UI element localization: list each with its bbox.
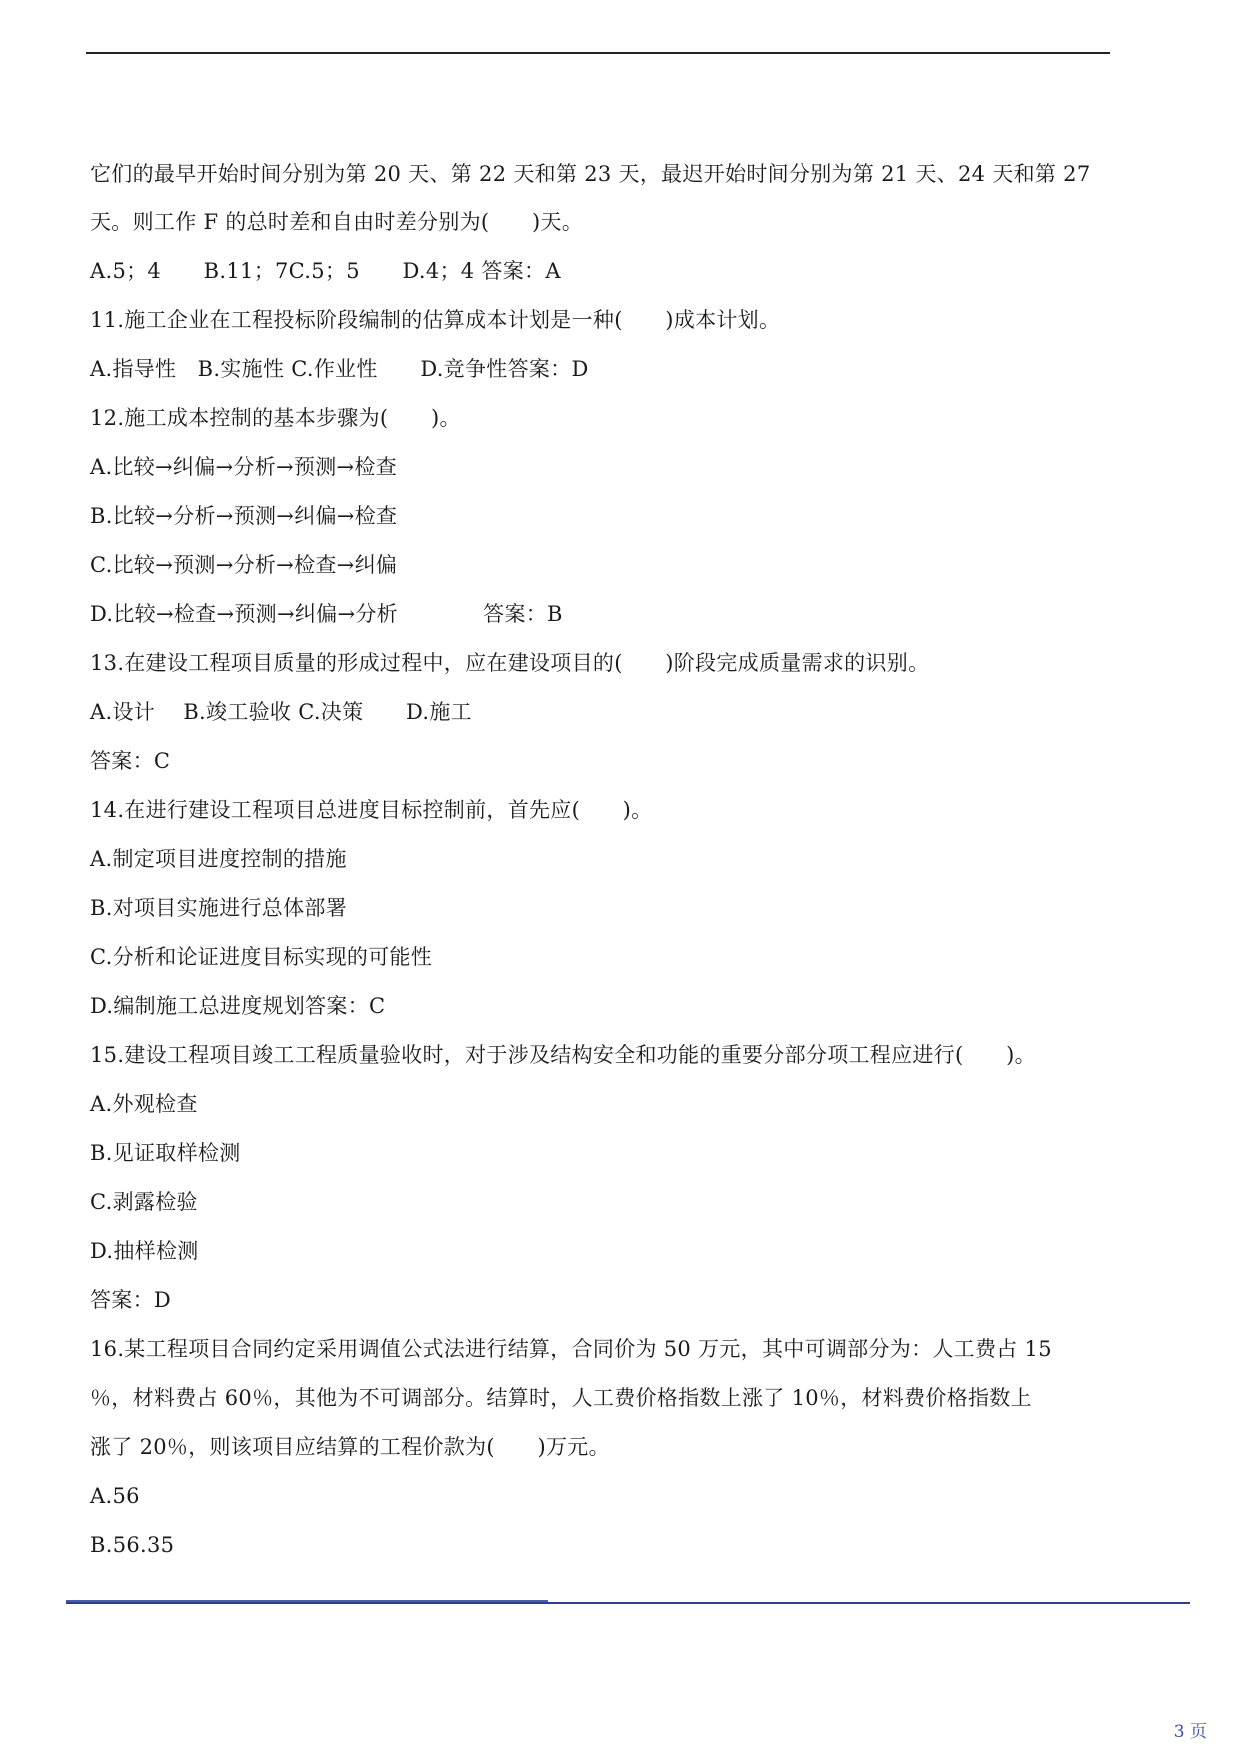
text-line: 16.某工程项目合同约定采用调值公式法进行结算，合同价为 50 万元，其中可调部分为：人工费占 15 [90, 1337, 1052, 1361]
text-line: 13.在建设工程项目质量的形成过程中，应在建设项目的( )阶段完成质量需求的识别。 [90, 651, 930, 675]
text-line: B.56.35 [90, 1533, 175, 1557]
page-number: 3 页 [1173, 1722, 1207, 1742]
text-line: 14.在进行建设工程项目总进度目标控制前，首先应( )。 [90, 798, 653, 822]
text-line: B.见证取样检测 [90, 1141, 241, 1165]
footer-rule [66, 1602, 1190, 1604]
text-line: 12.施工成本控制的基本步骤为( )。 [90, 406, 461, 430]
text-line: 答案：C [90, 749, 171, 773]
text-line: C.剥露检验 [90, 1190, 198, 1214]
text-line: 答案：D [90, 1288, 172, 1312]
text-line: A.外观检查 [90, 1092, 198, 1116]
text-line: 11.施工企业在工程投标阶段编制的估算成本计划是一种( )成本计划。 [90, 308, 781, 332]
text-line: A.比较→纠偏→分析→预测→检查 [90, 455, 398, 479]
text-line: D.比较→检查→预测→纠偏→分析 答案：B [90, 602, 563, 626]
text-line: A.制定项目进度控制的措施 [90, 847, 347, 871]
text-line: C.分析和论证进度目标实现的可能性 [90, 945, 433, 969]
text-line: B.比较→分析→预测→纠偏→检查 [90, 504, 398, 528]
text-line: 15.建设工程项目竣工工程质量验收时，对于涉及结构安全和功能的重要分部分项工程应进行( )。 [90, 1043, 1036, 1067]
text-line: A.5；4 B.11；7C.5；5 D.4；4 答案：A [90, 259, 561, 283]
text-line: A.指导性 B.实施性 C.作业性 D.竞争性答案：D [90, 357, 589, 381]
text-line: D.编制施工总进度规划答案：C [90, 994, 386, 1018]
text-line: 它们的最早开始时间分别为第 20 天、第 22 天和第 23 天，最迟开始时间分别为第 21 天、24 天和第 27 [90, 162, 1091, 186]
text-line: D.抽样检测 [90, 1239, 199, 1263]
text-line: B.对项目实施进行总体部署 [90, 896, 348, 920]
text-line: A.56 [90, 1484, 140, 1508]
text-line: C.比较→预测→分析→检查→纠偏 [90, 553, 398, 577]
footer-rule-accent [66, 1600, 548, 1602]
text-line: A.设计 B.竣工验收 C.决策 D.施工 [90, 700, 472, 724]
text-line: 涨了 20％，则该项目应结算的工程价款为( )万元。 [90, 1435, 610, 1459]
header-rule [86, 52, 1110, 54]
text-line: ％，材料费占 60％，其他为不可调部分。结算时，人工费价格指数上涨了 10％，材料费价格指数上 [90, 1386, 1032, 1410]
text-line: 天。则工作 F 的总时差和自由时差分别为( )天。 [90, 210, 584, 234]
